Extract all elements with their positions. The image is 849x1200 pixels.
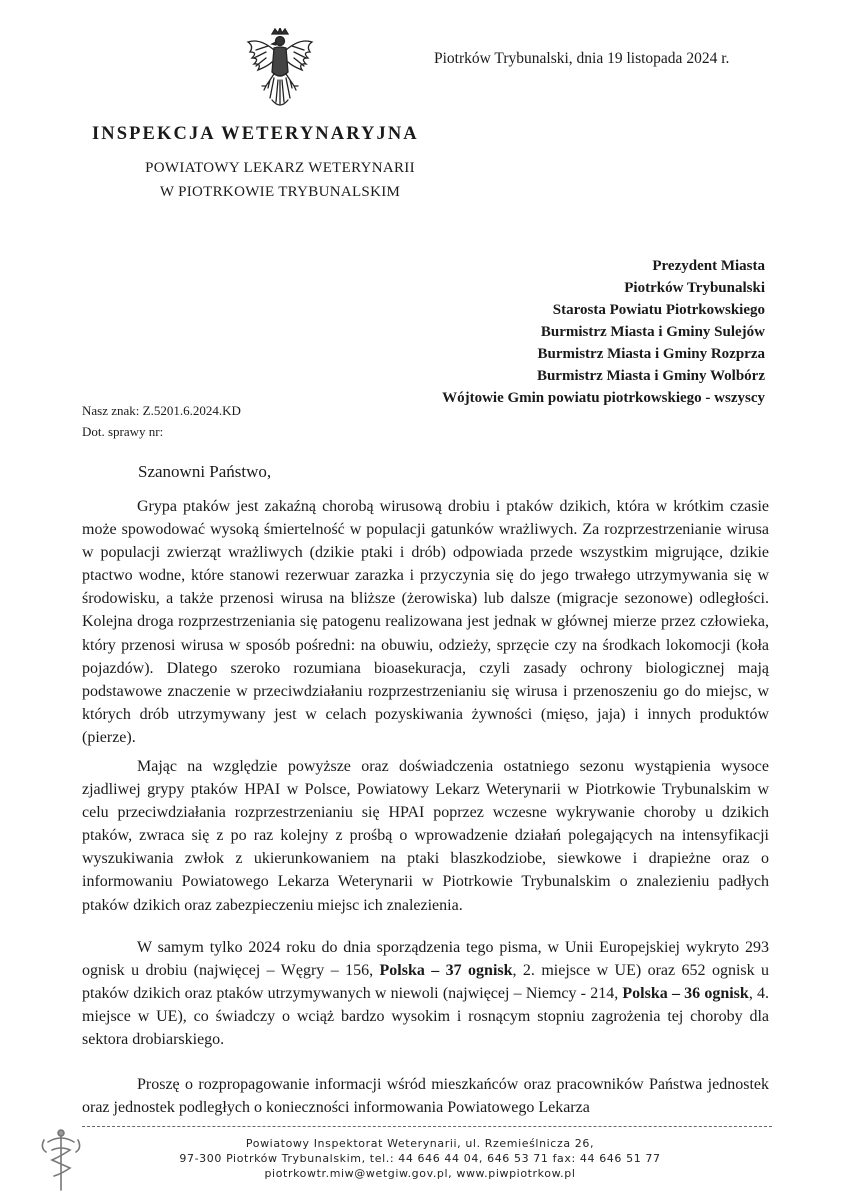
reference-block [82, 400, 241, 442]
institution-name: INSPEKCJA WETERYNARYJNA [92, 124, 419, 144]
paragraph-text: Grypa ptaków jest zakaźną chorobą wirusową drobiu i ptaków dzikich, która w krótkim czasie może spowodować wysoką śmiertelność w populacji gatunków wrażliwych. Za rozprzestrzenianie wirusa w populacji zwierząt wrażliwych (dzikie ptaki i drób) odpowiada przede wszystkim migrujące, dzikie ptactwo wodne, które stanowi rezerwuar zarazka i przyczynia się do jego trwałego utrzymywania się w środowisku, a także przenosi wirusa na bliższe (żerowiska) lub dalsze (migracje sezonowe) odległości. Kolejna droga rozprzestrzeniania się patogenu realizowana jest jednak w głównej mierze przez człowieka, który przenosi wirusa w sposób pośredni: na obuwiu, odzieży, sprzęcie czy na środkach lokomocji (koła pojazdów). Dlatego szeroko rozumiana bioasekuracja, czyli zasady ochrony biologicznej mają podstawowe znaczenie w przeciwdziałaniu rozprzestrzenianiu się wirusa i przenoszeniu go do miejsc, w których drób utrzymywany jest w celach pozyskiwania żywności (mięso, jaja) i innych produktów (pierze). [82, 498, 769, 746]
body-paragraph-1 [82, 495, 769, 749]
recipient-line: Prezydent Miasta [652, 258, 765, 274]
paragraph-text: Proszę o rozpropagowanie informacji wśród mieszkańców oraz pracowników Państwa jednostek oraz jednostek podległych o konieczności informowania Powiatowego Lekarza [82, 1076, 769, 1117]
salutation: Szanowni Państwo, [138, 462, 272, 481]
recipient-line: Burmistrz Miasta i Gminy Sulejów [540, 324, 765, 340]
paragraph-text: , 4. miejsce w UE), co świadczy o wciąż bardzo wysokim i rosnącym stopniu zagrożenia tej choroby dla sektora drobiarskiego. [82, 985, 770, 1049]
paragraph-text: Mając na względzie powyższe oraz doświadczenia ostatniego sezonu wystąpienia wysoce zjadliwej grypy ptaków HPAI w Polsce, Powiatowy Lekarz Weterynarii w Piotrkowie Trybunalskim w celu przeciwdziałania rozprzestrzenianiu się HPAI poprzez wczesne wykrywanie choroby u dzikich ptaków, zwraca się z po raz kolejny z prośbą o wprowadzenie działań polegających na intensyfikacji wyszukiwania zwłok z ukierunkowaniem na ptaki blaszkodziobe, siewkowe i drapieżne oraz o informowaniu Powiatowego Lekarza Weterynarii w Piotrkowie Trybunalskim o znalezieniu padłych ptaków dzikich oraz zabezpieczeniu miejsc ich znalezienia. [82, 758, 769, 914]
body-paragraph-3 [82, 936, 769, 1051]
recipient-line: Burmistrz Miasta i Gminy Rozprza [537, 346, 765, 362]
highlight-poland-wild-birds: Polska – 36 ognisk [622, 985, 749, 1003]
footer-address: Powiatowy Inspektorat Weterynarii, ul. Rzemieślnicza 26, [245, 1137, 595, 1150]
veterinary-caduceus-logo-icon [38, 1128, 84, 1192]
footer-email-web: piotrkowtr.miw@wetgiw.gov.pl, www.piwpiotrkow.pl [264, 1167, 576, 1180]
body-paragraph-2 [82, 755, 769, 917]
polish-eagle-emblem-icon [238, 28, 322, 118]
footer-contact [140, 1136, 700, 1181]
highlight-poland-poultry: Polska – 37 ognisk [379, 962, 513, 980]
our-reference: Nasz znak: Z.5201.6.2024.KD [82, 403, 241, 418]
recipient-line: Burmistrz Miasta i Gminy Wolbórz [536, 368, 765, 384]
body-paragraph-4 [82, 1073, 769, 1119]
footer-divider [82, 1126, 772, 1127]
institution-subtitle-1: POWIATOWY LEKARZ WETERYNARII [145, 160, 415, 176]
paragraph-text: , 2. miejsce w UE) oraz 652 ognisk u ptaków dzikich oraz ptaków utrzymywanych w niewoli (najwięcej – Niemcy - 214, [82, 962, 770, 1003]
footer-phones: 97-300 Piotrków Trybunalskim, tel.: 44 646 44 04, 646 53 71 fax: 44 646 51 77 [179, 1152, 661, 1165]
case-reference: Dot. sprawy nr: [82, 424, 164, 439]
recipient-line: Piotrków Trybunalski [624, 280, 765, 296]
recipient-line: Starosta Powiatu Piotrkowskiego [552, 302, 765, 318]
recipient-line: Wójtowie Gmin powiatu piotrkowskiego - wszyscy [442, 390, 765, 406]
recipients-block [325, 255, 765, 409]
institution-subtitle-2: W PIOTRKOWIE TRYBUNALSKIM [159, 184, 401, 200]
place-and-date: Piotrków Trybunalski, dnia 19 listopada 2024 r. [434, 50, 730, 67]
paragraph-text: W samym tylko 2024 roku do dnia sporządzenia tego pisma, w Unii Europejskiej wykryto 293 ognisk u drobiu (najwięcej – Węgry – 156, [82, 939, 769, 980]
